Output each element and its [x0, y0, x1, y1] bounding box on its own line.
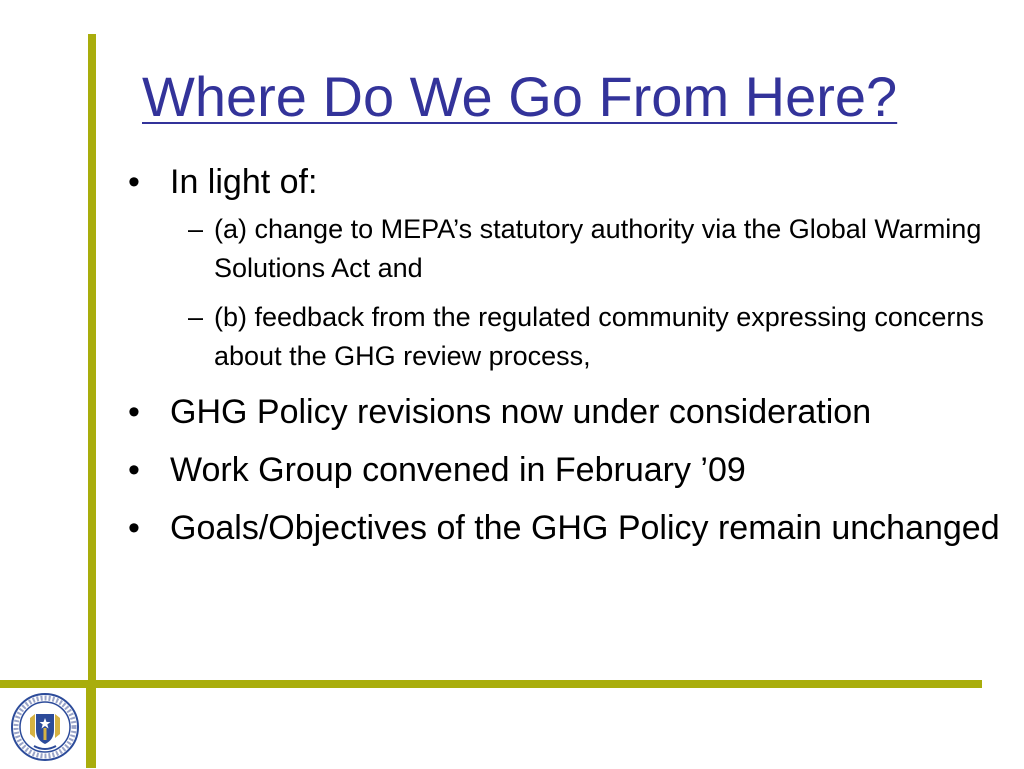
slide-body	[126, 160, 1016, 564]
bullet-text: In light of:	[170, 163, 318, 201]
bullet-text: Work Group convened in February ’09	[170, 451, 746, 489]
bullet-glyph: •	[128, 393, 140, 431]
sub-bullet-text: (b) feedback from the regulated community expressing concerns about the GHG review process,	[214, 302, 984, 371]
sub-bullet-text: (a) change to MEPA’s statutory authority via the Global Warming Solutions Act and	[214, 214, 982, 283]
bullet-item	[126, 448, 1016, 492]
bullet-text: Goals/Objectives of the GHG Policy remain unchanged	[170, 509, 1000, 547]
sub-bullet-list	[170, 210, 1016, 376]
bullet-glyph: •	[128, 509, 140, 547]
bullet-text: GHG Policy revisions now under consideration	[170, 393, 872, 431]
sub-bullet-item	[172, 210, 1016, 288]
slide-title: Where Do We Go From Here?	[142, 65, 898, 128]
sub-bullet-glyph: –	[188, 302, 204, 332]
massachusetts-seal-icon	[6, 690, 84, 764]
bullet-glyph: •	[128, 163, 140, 201]
sub-bullet-glyph: –	[188, 214, 204, 244]
bullet-list	[126, 160, 1016, 550]
sub-bullet-item	[172, 298, 1016, 376]
bullet-item	[126, 160, 1016, 376]
accent-rule-horizontal	[0, 680, 982, 688]
accent-rule-vertical	[88, 34, 96, 768]
bullet-glyph: •	[128, 451, 140, 489]
bullet-item	[126, 506, 1016, 550]
bullet-item	[126, 390, 1016, 434]
